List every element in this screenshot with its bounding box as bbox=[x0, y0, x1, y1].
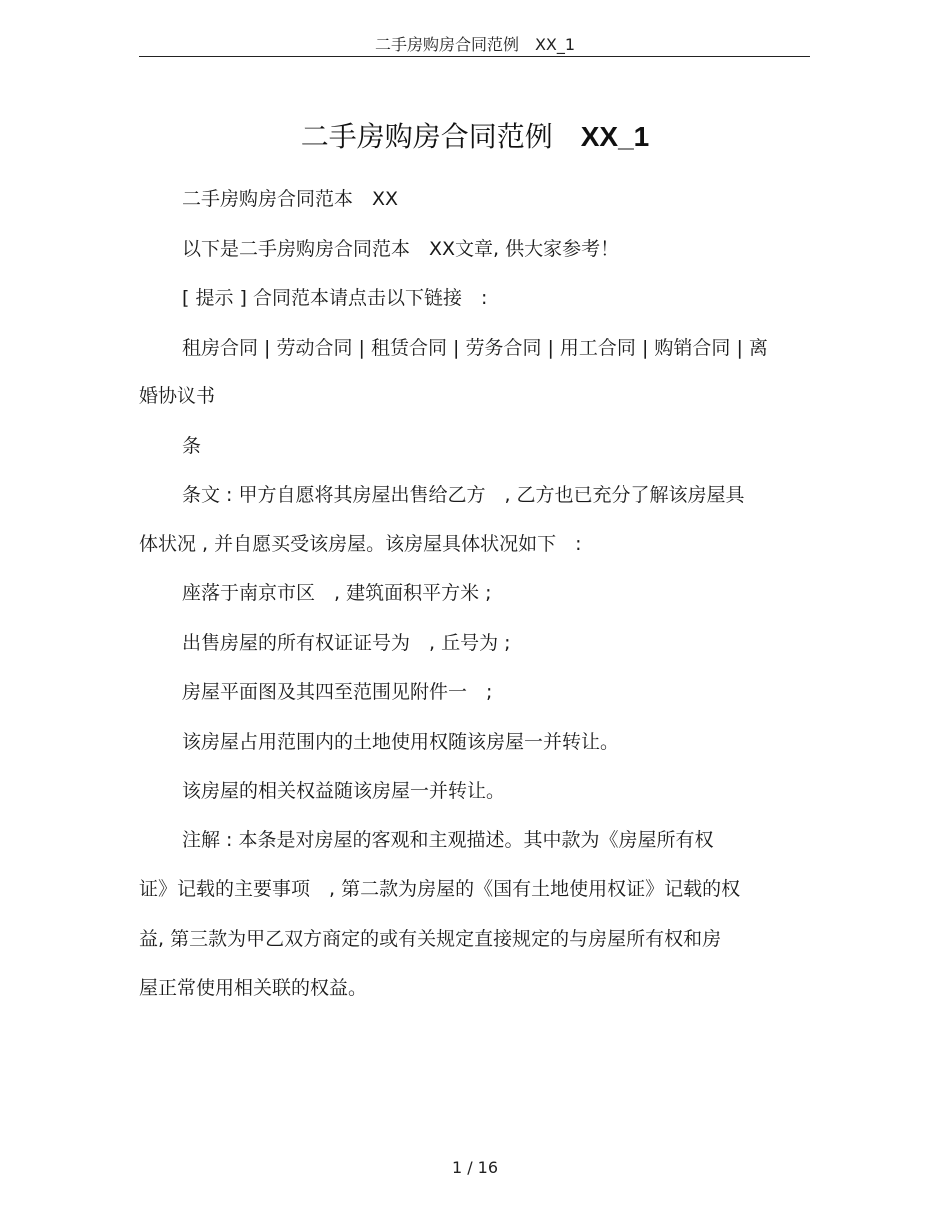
body-line: 婚协议书 bbox=[139, 385, 216, 407]
body-line: 二手房购房合同范本 XX bbox=[182, 188, 399, 210]
header-divider bbox=[139, 56, 810, 57]
page-number: 1 / 16 bbox=[451, 1158, 499, 1177]
body-line: 证》记载的主要事项 , 第二款为房屋的《国有土地使用权证》记载的权 bbox=[139, 878, 741, 900]
body-line: 条 bbox=[182, 435, 202, 457]
document-title-main: 二手房购房合同范例 bbox=[300, 120, 581, 153]
body-line: 条文 : 甲方自愿将其房屋出售给乙方 , 乙方也已充分了解该房屋具 bbox=[182, 484, 745, 506]
body-line: 该房屋占用范围内的土地使用权随该房屋一并转让。 bbox=[182, 731, 620, 753]
body-line: 以下是二手房购房合同范本 XX文章, 供大家参考！ bbox=[182, 238, 620, 260]
body-line: 该房屋的相关权益随该房屋一并转让。 bbox=[182, 780, 506, 802]
document-title bbox=[0, 115, 950, 159]
body-line: 租房合同 | 劳动合同 | 租赁合同 | 劳务合同 | 用工合同 | 购销合同 | 离 bbox=[182, 337, 768, 359]
body-line: 屋正常使用相关联的权益。 bbox=[139, 977, 368, 999]
body-line: 注解 : 本条是对房屋的客观和主观描述。其中款为《房屋所有权 bbox=[182, 829, 714, 851]
body-line: 出售房屋的所有权证证号为 , 丘号为 ; bbox=[182, 632, 511, 654]
body-line: [ 提示 ] 合同范本请点击以下链接 : bbox=[182, 287, 488, 309]
body-line: 体状况 , 并自愿买受该房屋。该房屋具体状况如下 : bbox=[139, 533, 582, 555]
running-header-title: 二手房购房合同范例 XX_1 bbox=[374, 35, 576, 54]
body-line: 房屋平面图及其四至范围见附件一 ; bbox=[182, 681, 493, 703]
body-line: 益, 第三款为甲乙双方商定的或有关规定直接规定的与房屋所有权和房 bbox=[139, 928, 722, 950]
body-line: 座落于南京市区 , 建筑面积平方米 ; bbox=[182, 582, 492, 604]
document-title-suffix: XX_1 bbox=[580, 121, 650, 152]
